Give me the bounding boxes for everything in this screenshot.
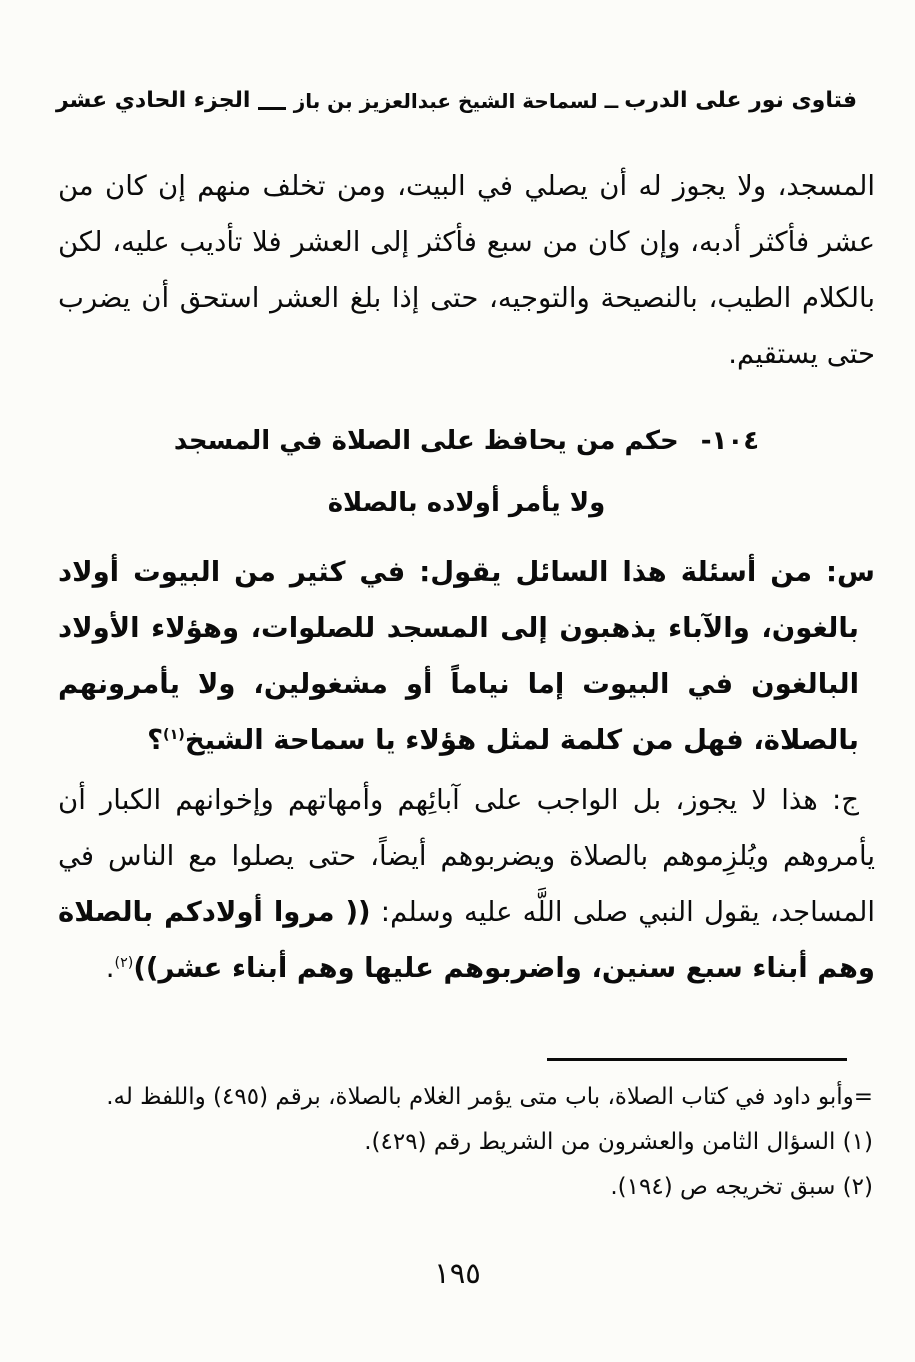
section-heading-line1: [58, 410, 875, 472]
section-heading-line2: ولا يأمر أولاده بالصلاة: [327, 488, 606, 518]
footnote-1: (١) السؤال الثامن والعشرون من الشريط رقم (٤٢٩).: [364, 1129, 873, 1155]
page-header: [56, 88, 857, 113]
continuation-paragraph: المسجد، ولا يجوز له أن يصلي في البيت، ومن تخلف منهم إن كان من عشر فأكثر أدبه، وإن كان من سبع فأكثر إلى العشر فلا تأديب عليه، لكن بالكلام الطيب، بالنصيحة والتوجيه، حتى إذا بلغ العشر استحق أن يضرب حتى يستقيم.: [58, 170, 875, 370]
answer-period: .: [105, 952, 115, 984]
section-number: ١٠٤-: [700, 426, 760, 456]
answer-text: ج: هذا لا يجوز، بل الواجب على آبائِهم وأمهاتهم وإخوانهم الكبار أن يأمروهم ويُلزِموهم بالصلاة ويضربوهم أيضاً، حتى يصلوا مع الناس في المساجد، يقول النبي صلى اللَّه عليه وسلم:: [58, 784, 875, 928]
book-subtitle: ــ لسماحة الشيخ عبدالعزيز بن باز: [293, 88, 619, 113]
book-title: فتاوى نور على الدرب: [624, 88, 857, 113]
footnote-separator-rule: [547, 1058, 847, 1061]
volume-label: الجزء الحادي عشر: [56, 88, 251, 113]
footnote-2: (٢) سبق تخريجه ص (١٩٤).: [610, 1174, 873, 1200]
page-number: ١٩٥: [434, 1256, 481, 1290]
header-rule: [258, 107, 285, 110]
question-text: س: من أسئلة هذا السائل يقول: في كثير من البيوت أولاد بالغون، والآباء يذهبون إلى المسجد للصلوات، وهؤلاء الأولاد البالغون في البيوت إما نياماً أو مشغولين، ولا يأمرونهم بالصلاة، فهل من كلمة لمثل هؤلاء يا سماحة الشيخ: [58, 556, 875, 756]
section-title-line1: حكم من يحافظ على الصلاة في المسجد: [173, 426, 679, 456]
hadith-quote: (( مروا أولادكم بالصلاة وهم أبناء سبع سنين، واضربوهم عليها وهم أبناء عشر)): [58, 896, 875, 984]
question-paragraph: [58, 544, 875, 768]
footnotes-section: [58, 1058, 873, 1210]
footnote-ref-1: (١): [163, 726, 185, 743]
section-heading: [58, 410, 875, 534]
page-body: [58, 158, 875, 996]
answer-paragraph: [58, 772, 875, 996]
question-mark: ؟: [147, 724, 164, 756]
footnote-continuation: =وأبو داود في كتاب الصلاة، باب متى يؤمر الغلام بالصلاة، برقم (٤٩٥) واللفظ له.: [106, 1084, 873, 1110]
footnote-ref-2: (٢): [114, 954, 134, 971]
